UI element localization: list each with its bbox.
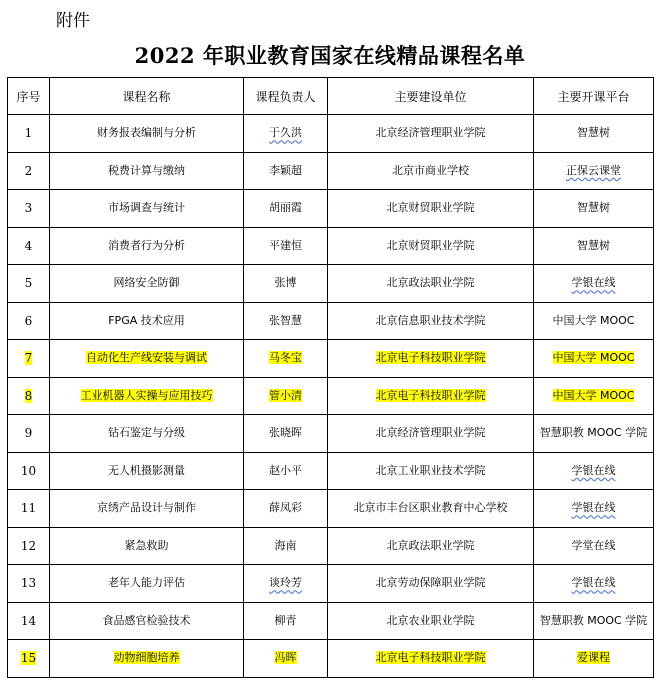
table-header-row	[8, 78, 654, 115]
table-row	[8, 152, 654, 190]
cell-lead-text: 于久洪	[269, 126, 302, 140]
cell-unit-text: 北京电子科技职业学院	[375, 388, 486, 402]
cell-seq-text: 13	[20, 576, 37, 591]
cell-seq	[8, 452, 50, 490]
cell-course-name-text: 紧急救助	[124, 538, 169, 552]
cell-platform-text: 智慧树	[577, 201, 610, 215]
table-row	[8, 640, 654, 678]
cell-seq	[8, 490, 50, 528]
cell-lead-text: 胡丽霞	[269, 201, 302, 215]
cell-unit-text: 北京市丰台区职业教育中心学校	[353, 501, 508, 515]
cell-platform	[534, 302, 654, 340]
cell-course-name	[50, 227, 244, 265]
cell-unit	[328, 227, 534, 265]
cell-lead-text: 谈玲芳	[269, 576, 302, 590]
cell-course-name	[50, 490, 244, 528]
cell-platform-text: 学堂在线	[571, 538, 616, 552]
cell-course-name	[50, 377, 244, 415]
cell-lead-text: 管小清	[269, 388, 302, 402]
table-row	[8, 452, 654, 490]
cell-seq	[8, 115, 50, 153]
cell-course-name-text: 网络安全防御	[113, 276, 180, 290]
cell-seq-text: 7	[24, 351, 33, 366]
cell-lead	[244, 190, 328, 228]
cell-lead	[244, 452, 328, 490]
cell-lead-text: 薛凤彩	[269, 501, 302, 515]
cell-unit-text: 北京市商业学校	[392, 163, 469, 177]
cell-unit-text: 北京电子科技职业学院	[375, 351, 486, 365]
cell-course-name-text: 税费计算与缴纳	[108, 163, 185, 177]
cell-unit-text: 北京政法职业学院	[386, 538, 475, 552]
cell-platform-text: 中国大学 MOOC	[552, 351, 635, 365]
cell-lead	[244, 115, 328, 153]
cell-platform	[534, 640, 654, 678]
cell-unit	[328, 490, 534, 528]
cell-lead	[244, 415, 328, 453]
attachment-label: 附件	[56, 11, 90, 31]
table-row	[8, 190, 654, 228]
cell-lead	[244, 377, 328, 415]
cell-seq	[8, 640, 50, 678]
cell-platform	[534, 490, 654, 528]
cell-unit-text: 北京农业职业学院	[386, 613, 475, 627]
header-seq: 序号	[8, 78, 50, 115]
cell-course-name	[50, 415, 244, 453]
cell-unit-text: 北京经济管理职业学院	[375, 426, 486, 440]
cell-course-name	[50, 527, 244, 565]
cell-course-name-text: 工业机器人实操与应用技巧	[80, 388, 213, 402]
cell-seq	[8, 415, 50, 453]
cell-course-name	[50, 565, 244, 603]
table-row	[8, 377, 654, 415]
cell-course-name	[50, 452, 244, 490]
cell-seq	[8, 302, 50, 340]
cell-lead	[244, 340, 328, 378]
cell-course-name	[50, 640, 244, 678]
cell-platform-text: 正保云课堂	[566, 163, 621, 177]
cell-unit-text: 北京财贸职业学院	[386, 201, 475, 215]
cell-platform-text: 学银在线	[571, 463, 616, 477]
cell-unit-text: 北京电子科技职业学院	[375, 651, 486, 665]
cell-platform	[534, 415, 654, 453]
header-platform: 主要开课平台	[534, 78, 654, 115]
cell-seq	[8, 265, 50, 303]
cell-lead-text: 赵小平	[269, 463, 302, 477]
cell-platform	[534, 265, 654, 303]
cell-lead-text: 平建恒	[269, 238, 302, 252]
cell-unit	[328, 340, 534, 378]
cell-platform-text: 学银在线	[571, 276, 616, 290]
table-row	[8, 565, 654, 603]
table-row	[8, 527, 654, 565]
cell-seq	[8, 565, 50, 603]
cell-course-name	[50, 265, 244, 303]
cell-course-name-text: 老年人能力评估	[108, 576, 185, 590]
cell-seq-text: 1	[24, 126, 33, 141]
cell-unit-text: 北京财贸职业学院	[386, 238, 475, 252]
cell-lead-text: 海南	[274, 538, 297, 552]
cell-seq-text: 3	[24, 201, 33, 216]
cell-seq-text: 5	[24, 276, 33, 291]
cell-course-name	[50, 115, 244, 153]
cell-course-name-text: 无人机摄影测量	[108, 463, 185, 477]
cell-seq	[8, 602, 50, 640]
cell-unit	[328, 152, 534, 190]
cell-course-name-text: 京绣产品设计与制作	[97, 501, 196, 515]
cell-seq-text: 15	[20, 651, 37, 666]
table-row	[8, 265, 654, 303]
cell-course-name-text: 市场调查与统计	[108, 201, 185, 215]
cell-platform	[534, 527, 654, 565]
cell-platform	[534, 377, 654, 415]
cell-unit	[328, 452, 534, 490]
cell-unit	[328, 302, 534, 340]
cell-seq-text: 8	[24, 388, 33, 403]
cell-lead-text: 马冬宝	[269, 351, 302, 365]
cell-seq-text: 6	[24, 313, 33, 328]
cell-platform-text: 智慧职教 MOOC 学院	[539, 613, 648, 627]
cell-seq	[8, 377, 50, 415]
cell-seq-text: 9	[24, 426, 33, 441]
cell-seq-text: 10	[20, 463, 37, 478]
cell-unit-text: 北京劳动保障职业学院	[375, 576, 486, 590]
cell-lead-text: 冯晖	[274, 651, 297, 665]
cell-unit	[328, 640, 534, 678]
cell-seq-text: 2	[24, 163, 33, 178]
cell-unit	[328, 190, 534, 228]
header-unit: 主要建设单位	[328, 78, 534, 115]
cell-lead	[244, 640, 328, 678]
cell-unit-text: 北京经济管理职业学院	[375, 126, 486, 140]
cell-unit	[328, 415, 534, 453]
cell-seq-text: 12	[20, 538, 37, 553]
cell-platform	[534, 152, 654, 190]
cell-lead-text: 李颖超	[269, 163, 302, 177]
cell-course-name-text: 自动化生产线安装与调试	[86, 351, 207, 365]
cell-course-name	[50, 152, 244, 190]
cell-platform-text: 爱课程	[577, 651, 610, 665]
document-title: 2022 年职业教育国家在线精品课程名单	[134, 43, 526, 68]
cell-course-name-text: 动物细胞培养	[113, 651, 180, 665]
cell-unit-text: 北京工业职业技术学院	[375, 463, 486, 477]
cell-platform	[534, 227, 654, 265]
cell-seq-text: 11	[20, 501, 37, 516]
cell-platform	[534, 340, 654, 378]
cell-unit	[328, 115, 534, 153]
cell-lead-text: 张博	[274, 276, 297, 290]
cell-lead	[244, 265, 328, 303]
cell-platform-text: 中国大学 MOOC	[552, 388, 635, 402]
cell-platform-text: 学银在线	[571, 576, 616, 590]
table-row	[8, 490, 654, 528]
cell-course-name-text: 消费者行为分析	[108, 238, 185, 252]
table-row	[8, 302, 654, 340]
cell-platform	[534, 565, 654, 603]
course-table	[7, 77, 654, 678]
header-lead: 课程负责人	[244, 78, 328, 115]
cell-lead	[244, 302, 328, 340]
table-row	[8, 340, 654, 378]
header-course-name: 课程名称	[50, 78, 244, 115]
cell-seq	[8, 227, 50, 265]
cell-course-name-text: 钻石鉴定与分级	[108, 426, 185, 440]
cell-platform	[534, 115, 654, 153]
cell-platform-text: 学银在线	[571, 501, 616, 515]
cell-lead	[244, 602, 328, 640]
cell-course-name	[50, 340, 244, 378]
cell-course-name	[50, 302, 244, 340]
cell-course-name-text: FPGA 技术应用	[108, 313, 185, 327]
table-row	[8, 227, 654, 265]
cell-unit	[328, 602, 534, 640]
table-row	[8, 602, 654, 640]
cell-lead	[244, 527, 328, 565]
cell-platform-text: 中国大学 MOOC	[552, 313, 635, 327]
cell-lead	[244, 490, 328, 528]
cell-seq	[8, 152, 50, 190]
cell-course-name	[50, 602, 244, 640]
cell-course-name	[50, 190, 244, 228]
cell-platform	[534, 190, 654, 228]
cell-seq	[8, 190, 50, 228]
table-row	[8, 115, 654, 153]
cell-unit	[328, 565, 534, 603]
cell-course-name-text: 食品感官检验技术	[102, 613, 191, 627]
cell-lead-text: 柳青	[274, 613, 297, 627]
cell-unit-text: 北京信息职业技术学院	[375, 313, 486, 327]
cell-seq-text: 14	[20, 613, 37, 628]
cell-seq	[8, 340, 50, 378]
cell-lead	[244, 227, 328, 265]
cell-lead	[244, 565, 328, 603]
cell-seq-text: 4	[24, 238, 33, 253]
cell-platform	[534, 602, 654, 640]
cell-platform-text: 智慧职教 MOOC 学院	[539, 426, 648, 440]
cell-platform-text: 智慧树	[577, 126, 610, 140]
cell-unit	[328, 265, 534, 303]
cell-unit	[328, 527, 534, 565]
cell-platform-text: 智慧树	[577, 238, 610, 252]
cell-unit	[328, 377, 534, 415]
cell-lead-text: 张智慧	[269, 313, 302, 327]
cell-unit-text: 北京政法职业学院	[386, 276, 475, 290]
cell-course-name-text: 财务报表编制与分析	[97, 126, 196, 140]
cell-lead	[244, 152, 328, 190]
cell-lead-text: 张晓晖	[269, 426, 302, 440]
cell-seq	[8, 527, 50, 565]
cell-platform	[534, 452, 654, 490]
table-row	[8, 415, 654, 453]
